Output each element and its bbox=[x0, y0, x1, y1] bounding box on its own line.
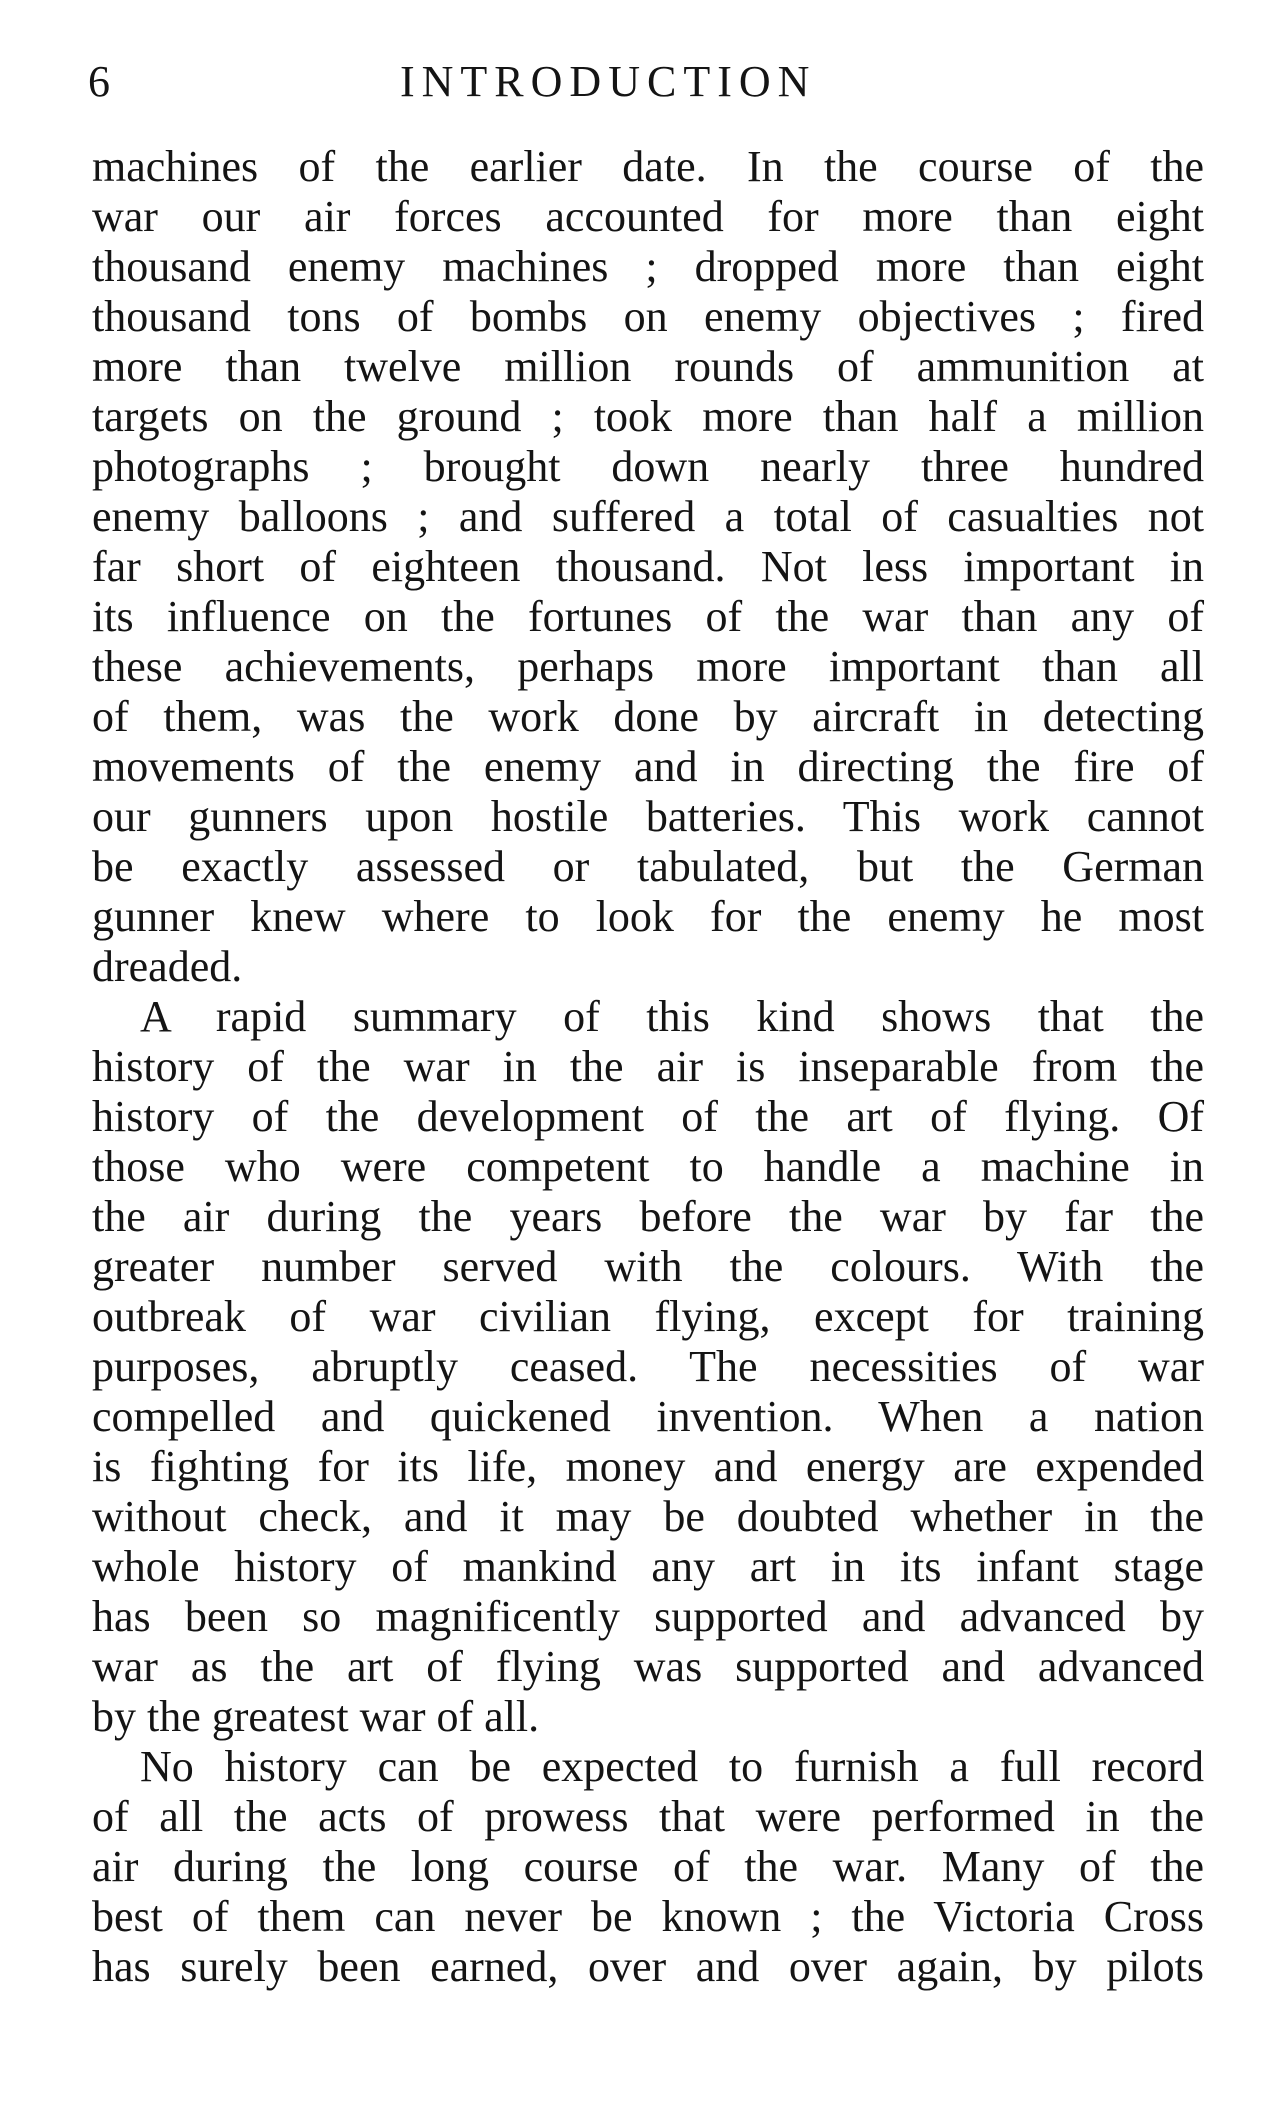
text-line: targets on the ground ; took more than half a million bbox=[92, 392, 1204, 441]
text-line: movements of the enemy and in directing the fire of bbox=[92, 742, 1204, 791]
text-line: far short of eighteen thousand. Not less important in bbox=[92, 542, 1204, 591]
text-line: dreaded. bbox=[92, 942, 243, 991]
text-line: the air during the years before the war by far the bbox=[92, 1192, 1204, 1241]
paragraph bbox=[92, 1742, 1204, 1992]
text-line: purposes, abruptly ceased. The necessities of war bbox=[92, 1342, 1204, 1391]
text-line: be exactly assessed or tabulated, but the German bbox=[92, 842, 1204, 891]
text-line: has surely been earned, over and over again, by pilots bbox=[92, 1942, 1204, 1991]
text-line: air during the long course of the war. Many of the bbox=[92, 1842, 1204, 1891]
text-line: history of the war in the air is inseparable from the bbox=[92, 1042, 1204, 1091]
text-line: No history can be expected to furnish a full record bbox=[140, 1742, 1204, 1791]
text-line: without check, and it may be doubted whether in the bbox=[92, 1492, 1204, 1541]
text-line: more than twelve million rounds of ammunition at bbox=[92, 342, 1204, 391]
body-text bbox=[92, 142, 1204, 1992]
text-line: war as the art of flying was supported and advanced bbox=[92, 1642, 1204, 1691]
page-number: 6 bbox=[88, 57, 110, 106]
text-line: those who were competent to handle a machine in bbox=[92, 1142, 1204, 1191]
text-line: machines of the earlier date. In the course of the bbox=[92, 142, 1204, 191]
text-line: history of the development of the art of flying. Of bbox=[92, 1092, 1204, 1141]
running-head bbox=[88, 52, 1208, 112]
text-line: whole history of mankind any art in its infant stage bbox=[92, 1542, 1204, 1591]
text-line: A rapid summary of this kind shows that the bbox=[140, 992, 1204, 1041]
text-line: greater number served with the colours. With the bbox=[92, 1242, 1204, 1291]
text-line: best of them can never be known ; the Victoria Cross bbox=[92, 1892, 1204, 1941]
text-line: these achievements, perhaps more important than all bbox=[92, 642, 1204, 691]
text-line: its influence on the fortunes of the war than any of bbox=[92, 592, 1204, 641]
text-line: our gunners upon hostile batteries. This work cannot bbox=[92, 792, 1204, 841]
text-line: war our air forces accounted for more than eight bbox=[92, 192, 1204, 241]
text-line: thousand enemy machines ; dropped more than eight bbox=[92, 242, 1204, 291]
text-line: is fighting for its life, money and energy are expended bbox=[92, 1442, 1204, 1491]
text-line: of them, was the work done by aircraft in detecting bbox=[92, 692, 1204, 741]
paragraph bbox=[92, 142, 1204, 992]
text-line: of all the acts of prowess that were performed in the bbox=[92, 1792, 1204, 1841]
text-line: has been so magnificently supported and advanced by bbox=[92, 1592, 1204, 1641]
text-line: outbreak of war civilian flying, except for training bbox=[92, 1292, 1204, 1341]
paragraph bbox=[92, 992, 1204, 1742]
text-line: thousand tons of bombs on enemy objectives ; fired bbox=[92, 292, 1204, 341]
chapter-title: INTRODUCTION bbox=[400, 57, 817, 106]
text-line: enemy balloons ; and suffered a total of casualties not bbox=[92, 492, 1204, 541]
text-line: gunner knew where to look for the enemy he most bbox=[92, 892, 1204, 941]
text-line: photographs ; brought down nearly three hundred bbox=[92, 442, 1204, 491]
text-line: compelled and quickened invention. When a nation bbox=[92, 1392, 1204, 1441]
text-line: by the greatest war of all. bbox=[92, 1692, 540, 1741]
